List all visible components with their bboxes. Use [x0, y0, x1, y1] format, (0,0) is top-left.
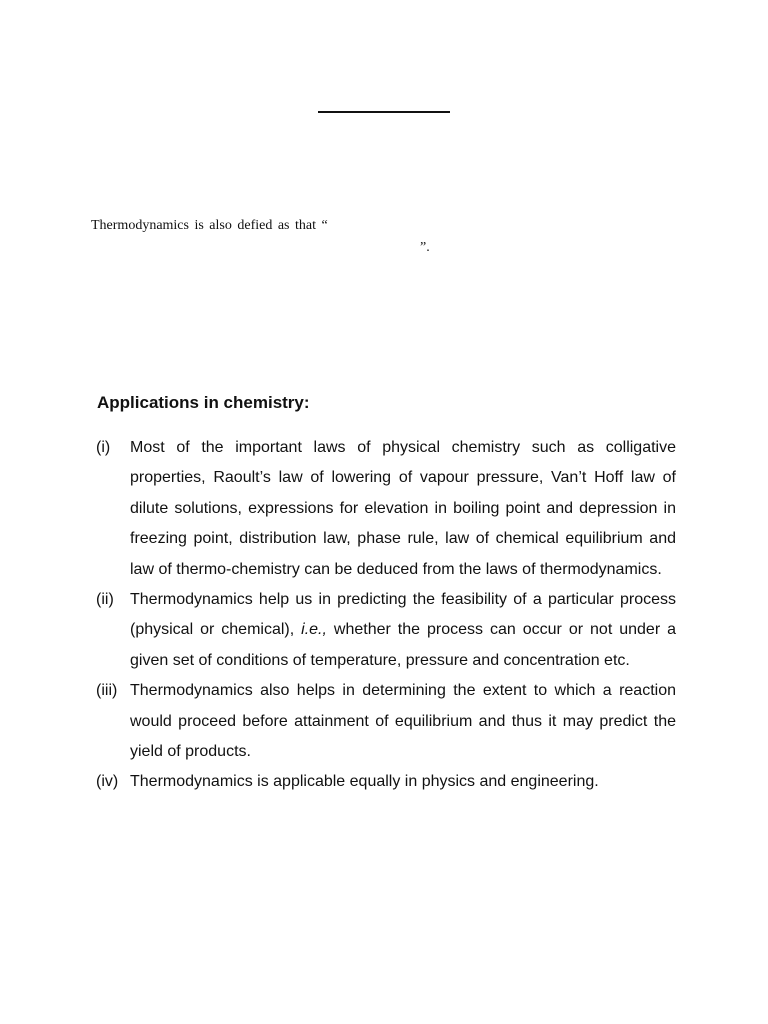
- list-item-number: (iv): [96, 773, 119, 791]
- applications-heading: Applications in chemistry:: [97, 393, 310, 412]
- list-item-text: Thermodynamics help us in predicting the feasibility of a particular process (physical or chemical), i.e., whether the process can occur or not under a given set of conditions of temperature, pressure and concentration etc.: [130, 591, 676, 669]
- definition-text: Thermodynamics is also defied as that “: [91, 218, 328, 233]
- list-item: [96, 767, 676, 797]
- emphasis-ie: i.e.,: [301, 621, 327, 639]
- list-item: [96, 433, 676, 585]
- applications-list: [96, 433, 676, 798]
- list-item-text: Most of the important laws of physical chemistry such as colligative properties, Raoult’s law of lowering of vapour pressure, Van’t Hoff law of dilute solutions, expressions for elevation in boiling point and depression in freezing point, distribution law, phase rule, law of chemical equilibrium and law of thermo-chemistry can be deduced from the laws of thermodynamics.: [130, 439, 676, 578]
- list-item-text: Thermodynamics is applicable equally in physics and engineering.: [130, 773, 599, 791]
- list-item-number: (i): [96, 439, 111, 456]
- title-underline: [318, 111, 450, 113]
- list-item: [96, 676, 676, 767]
- list-item: [96, 585, 676, 676]
- list-item-number: (iii): [96, 682, 118, 700]
- list-item-text: Thermodynamics also helps in determining the extent to which a reaction would proceed before attainment of equilibrium and thus it may predict the yield of products.: [130, 682, 676, 761]
- list-item-number: (ii): [96, 591, 114, 609]
- definition-closing-quote: ”.: [420, 240, 430, 255]
